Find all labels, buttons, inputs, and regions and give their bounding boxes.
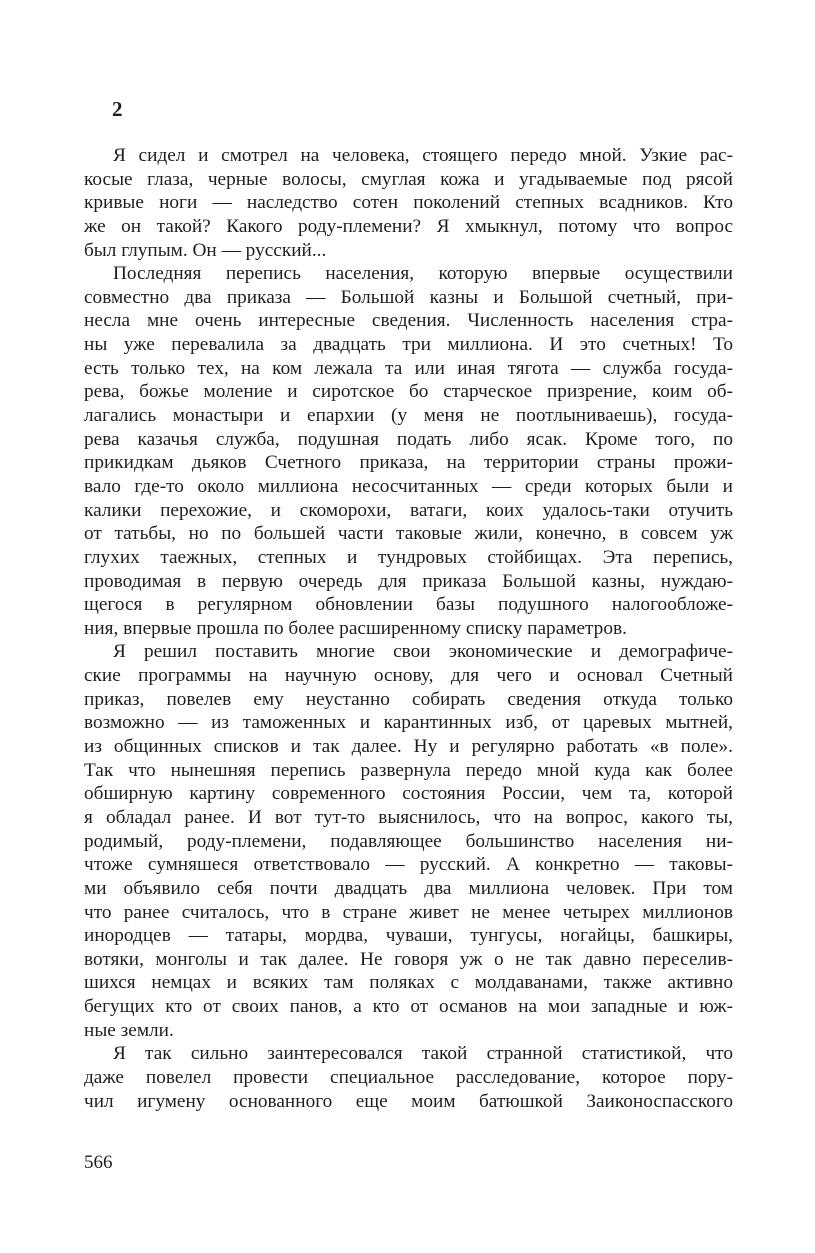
text-line: приказ, повелев ему неустанно собирать сведения откуда только [84,688,733,710]
text-line: что ранее считалось, что в стране живет не менее четырех миллионов [84,901,733,923]
text-line: шихся немцах и всяких там поляках с молдаванами, также активно [84,972,733,994]
text-line: даже повелел провести специальное расследование, которое пору- [84,1066,733,1088]
text-line: калики перехожие, и скоморохи, ватаги, коих удалось-таки отучить [84,499,733,521]
text-line: прикидкам дьяков Счетного приказа, на территории страны прожи- [84,452,733,474]
text-line: ные земли. [84,1019,174,1041]
text-line: ми объявило себя почти двадцать два миллиона человек. При том [84,877,733,899]
text-line: из общинных списков и так далее. Ну и регулярно работать «в поле». [84,736,733,758]
text-line: ны уже перевалила за двадцать три миллиона. И это счетных! То [84,334,733,356]
text-line: есть только тех, на ком лежала та или иная тягота — служба госуда- [84,357,733,379]
text-line: рева казачья служба, подушная подать либо ясак. Кроме того, по [84,428,733,450]
text-line: же он такой? Какого роду-племени? Я хмыкнул, потому что вопрос [84,215,733,237]
text-line: Так что нынешняя перепись развернула передо мной куда как более [84,759,733,781]
text-line: я обладал ранее. И вот тут-то выяснилось, что на вопрос, какого ты, [84,806,733,828]
text-line: был глупым. Он — русский... [84,239,327,261]
text-line: Я так сильно заинтересовался такой странной статистикой, что [113,1043,733,1065]
text-line: родимый, роду-племени, подавляющее большинство населения ни- [84,830,733,852]
text-line: Последняя перепись населения, которую впервые осуществили [113,263,733,285]
text-line: косые глаза, черные волосы, смуглая кожа и угадываемые под рясой [84,168,733,190]
book-page [84,0,733,1253]
page-number: 566 [84,1152,113,1173]
text-line: чил игумену основанного еще моим батюшкой Заиконоспасского [84,1090,733,1112]
chapter-number: 2 [112,97,123,121]
text-line: рева, божье моление и сиротское бо старческое призрение, коим об- [84,381,733,403]
text-line: Я решил поставить многие свои экономические и демографиче- [113,641,733,663]
text-line: ния, впервые прошла по более расширенному списку параметров. [84,617,627,639]
text-line: щегося в регулярном обновлении базы подушного налогообложе- [84,594,733,616]
text-line: кривые ноги — наследство сотен поколений степных всадников. Кто [84,192,733,214]
text-line: обширную картину современного состояния России, чем та, которой [84,783,733,805]
text-line: инородцев — татары, мордва, чуваши, тунгусы, ногайцы, башкиры, [84,925,733,947]
text-line: ские программы на научную основу, для чего и основал Счетный [84,665,733,687]
text-line: несла мне очень интересные сведения. Численность населения стра- [84,310,733,332]
text-line: вотяки, монголы и так далее. Не говоря уж о не так давно переселив- [84,948,733,970]
text-line: глухих таежных, степных и тундровых стойбищах. Эта перепись, [84,546,733,568]
text-line: возможно — из таможенных и карантинных изб, от царевых мытней, [84,712,733,734]
text-line: вало где-то около миллиона несосчитанных — среди которых были и [84,475,733,497]
text-line: чтоже сумняшеся ответствовало — русский. А конкретно — таковы- [84,854,733,876]
body-text [84,144,733,1113]
text-line: совместно два приказа — Большой казны и Большой счетный, при- [84,286,733,308]
text-line: от татьбы, но по большей части таковые жили, конечно, в совсем уж [84,523,733,545]
text-line: лагались монастыри и епархии (у меня не поотлыниваешь), госуда- [84,405,733,427]
text-line: проводимая в первую очередь для приказа Большой казны, нуждаю- [84,570,733,592]
text-line: Я сидел и смотрел на человека, стоящего передо мной. Узкие рас- [113,145,733,166]
text-line: бегущих кто от своих панов, а кто от османов на мои западные и юж- [84,996,733,1018]
